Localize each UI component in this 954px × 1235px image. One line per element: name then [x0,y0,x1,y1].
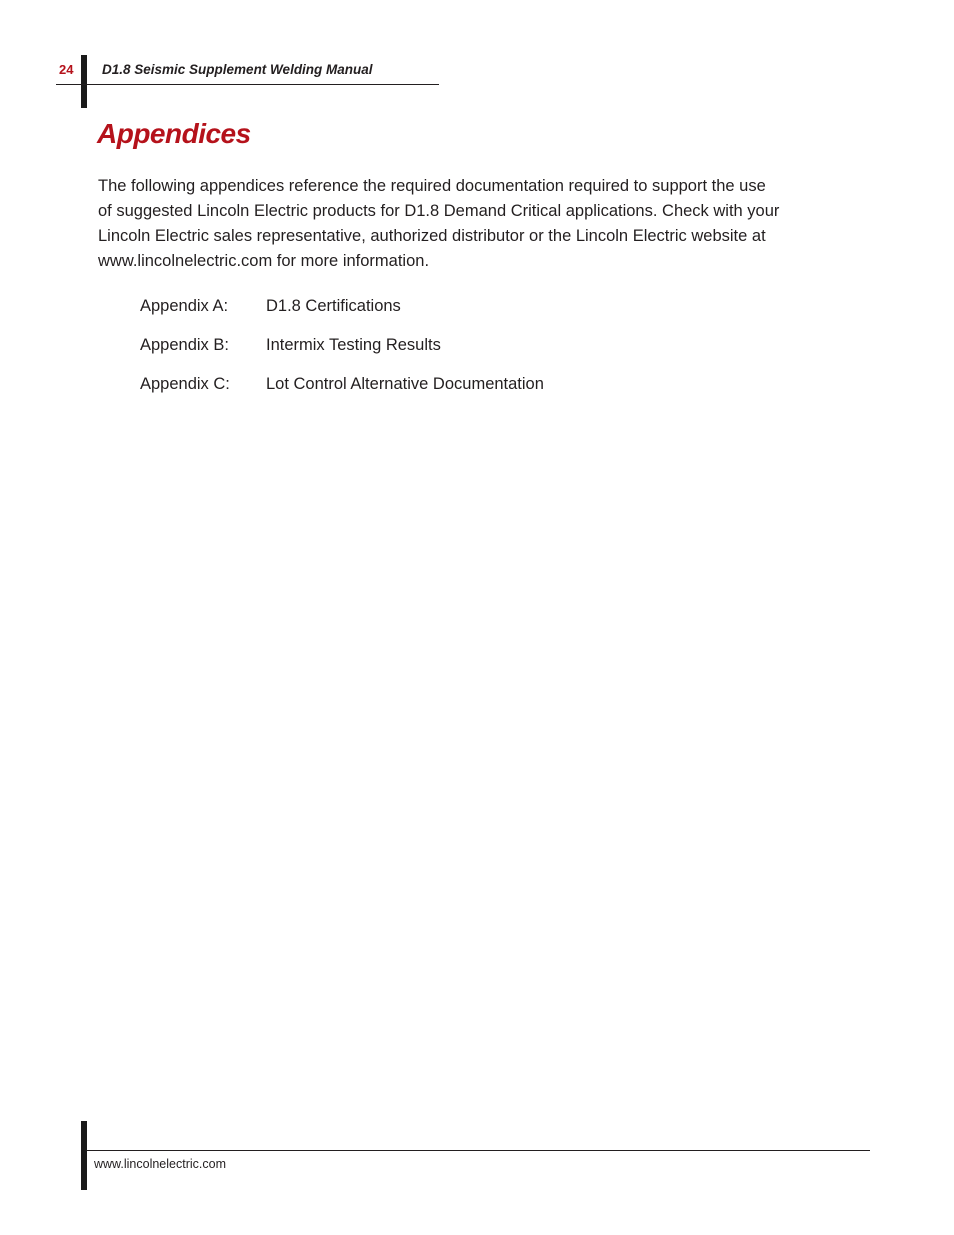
appendix-item-c [140,373,544,412]
appendix-label: Appendix C: [140,375,230,393]
running-header-title: D1.8 Seismic Supplement Welding Manual [102,62,373,77]
footer-rule [87,1150,870,1151]
appendix-list [140,295,544,412]
appendix-title: D1.8 Certifications [266,297,401,315]
footer-bar [81,1121,87,1190]
appendix-label: Appendix A: [140,297,229,315]
page-number: 24 [59,62,74,77]
appendix-item-a [140,295,544,334]
appendix-title: Intermix Testing Results [266,336,441,354]
footer-url: www.lincolnelectric.com [94,1157,226,1171]
appendix-label: Appendix B: [140,336,229,354]
appendix-title: Lot Control Alternative Documentation [266,375,544,393]
section-heading: Appendices [97,118,251,149]
header-bar [81,55,87,108]
appendix-item-b [140,334,544,373]
intro-line: Lincoln Electric sales representative, authorized distributor or the Lincoln Electric website at [98,227,766,245]
header-rule [56,84,439,85]
intro-line: of suggested Lincoln Electric products for D1.8 Demand Critical applications. Check with your [98,202,780,220]
intro-line: www.lincolnelectric.com for more information. [98,252,430,270]
intro-line: The following appendices reference the required documentation required to support the use [98,177,766,195]
intro-paragraph [98,174,780,274]
